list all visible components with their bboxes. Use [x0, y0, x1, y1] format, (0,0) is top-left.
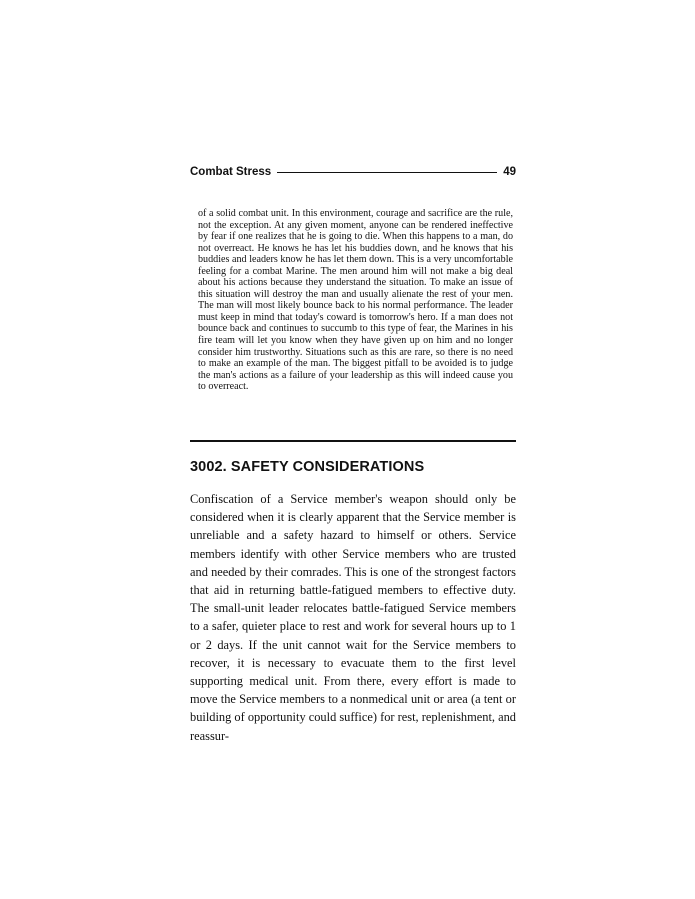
page-number: 49 [503, 166, 516, 178]
body-paragraph-1: of a solid combat unit. In this environment, courage and sacrifice are the rule, not the exception. At any given moment, anyone can be rendered ineffective by fear if one realizes that he is going to die. When this happens to a man, do not overreact. He knows he has let his buddies down, and he knows that his buddies and leaders know he has let them down. This is a very uncomfortable feeling for a combat Marine. The men around him will not make a big deal about his actions because they understand the situation. To make an issue of this situation will destroy the man and usually alienate the rest of your men. The man will most likely bounce back to his normal performance. The leader must keep in mind that today's coward is tomorrow's hero. If a man does not bounce back and continues to succumb to this type of fear, the Marines in his fire team will let you know when they have given up on him and no longer consider him trustworthy. Situations such as this are rare, so there is no need to make an example of the man. The biggest pitfall to be avoided is to judge the man's actions as a failure of your leadership as this will indeed cause you to overreact. [198, 208, 513, 393]
chapter-title: Combat Stress [190, 166, 272, 178]
body-paragraph-2: Confiscation of a Service member's weapon should only be considered when it is clearly apparent that the Service member is unreliable and a safety hazard to himself or others. Service members identify with other Service members who are trusted and needed by their comrades. This is one of the strongest factors that aid in returning battle-fatigued members to effective duty. The small-unit leader relocates battle-fatigued Service members to a safer, quieter place to rest and work for several hours up to 1 or 2 days. If the unit cannot wait for the Service members to recover, it is necessary to evacuate them to the first level supporting medical unit. From there, every effort is made to move the Service members to a nonmedical unit or area (a tent or building of opportunity could suffice) for rest, replenishment, and reassur- [190, 492, 516, 743]
section-divider [190, 440, 516, 442]
section-heading: 3002. SAFETY CONSIDERATIONS [190, 459, 425, 475]
running-header [190, 164, 516, 180]
header-rule [277, 172, 497, 173]
